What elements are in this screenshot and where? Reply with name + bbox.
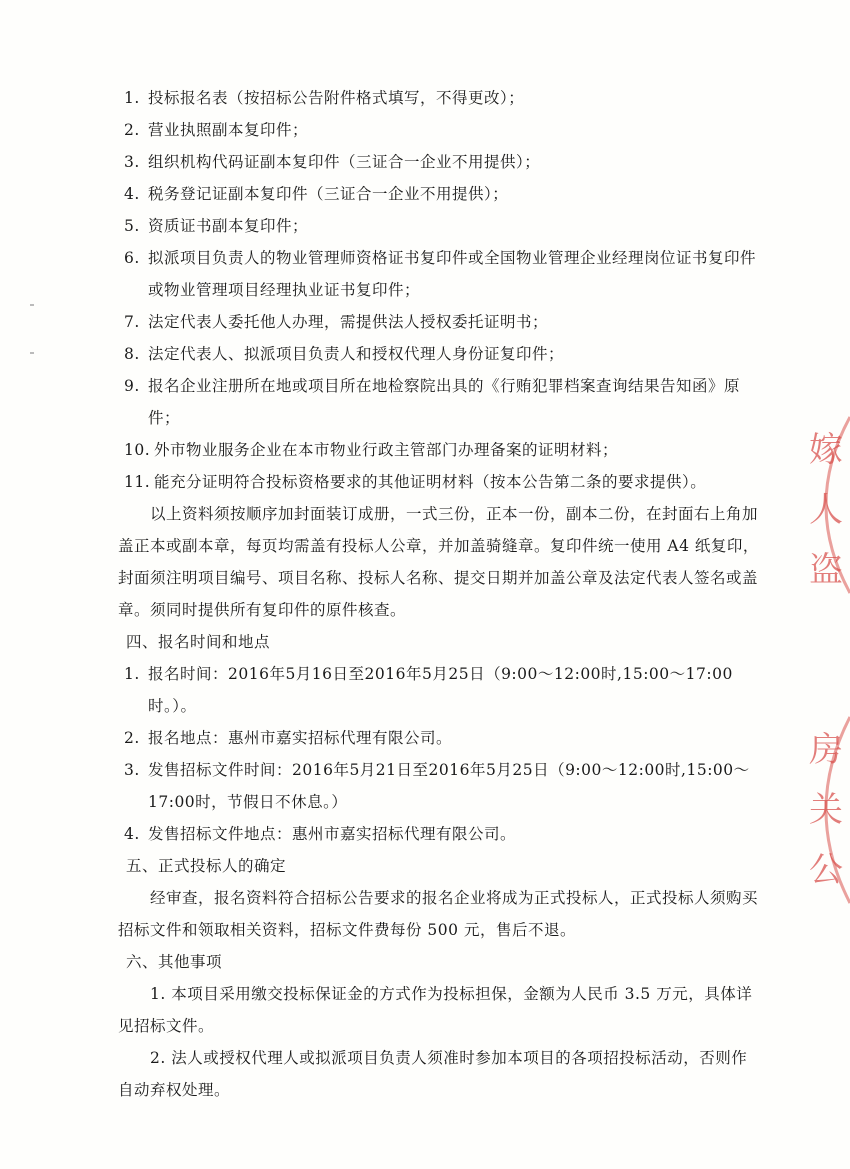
list-number: 11.	[124, 473, 151, 491]
list-text: 法定代表人委托他人办理，需提供法人授权委托证明书；	[148, 313, 549, 331]
document-body	[118, 82, 760, 1106]
list-text: 投标报名表（按招标公告附件格式填写，不得更改）；	[148, 89, 525, 107]
section-paragraph: 2. 法人或授权代理人或拟派项目负责人须准时参加本项目的各项招投标活动，否则作自动弃权处理。	[118, 1049, 748, 1099]
list-item	[118, 658, 760, 722]
list-text: 税务登记证副本复印件（三证合一企业不用提供）；	[148, 185, 509, 203]
list-item	[118, 114, 760, 146]
seal-character: 关	[809, 790, 843, 830]
list-number: 3.	[124, 761, 140, 779]
list-number: 8.	[124, 345, 140, 363]
list-text: 发售招标文件时间：2016年5月21日至2016年5月25日（9:00～12:00时,15:00～17:00时，节假日不休息。）	[148, 761, 750, 811]
list-text: 法定代表人、拟派项目负责人和授权代理人身份证复印件；	[148, 345, 565, 363]
list-number: 9.	[124, 377, 140, 395]
list-text: 组织机构代码证副本复印件（三证合一企业不用提供）；	[148, 153, 541, 171]
list-number: 2.	[124, 121, 140, 139]
section-heading: 五、正式投标人的确定	[126, 857, 287, 875]
list-item	[118, 82, 760, 114]
binding-paragraph: 以上资料须按顺序加封面装订成册，一式三份，正本一份，副本二份，在封面右上角加盖正本或副本章，每页均需盖有投标人公章，并加盖骑缝章。复印件统一使用 A4 纸复印，封面须注明项目编号、项目名称、投标人名称、提交日期并加盖公章及法定代表人签名或盖章。须同时提供所有复印件的原件核查。	[118, 505, 759, 619]
seal-character: 盗	[809, 550, 843, 590]
list-number: 5.	[124, 217, 140, 235]
section-heading: 四、报名时间和地点	[126, 633, 271, 651]
list-number: 3.	[124, 153, 140, 171]
scan-mark	[30, 304, 34, 306]
seal-character: 嫁	[809, 430, 843, 470]
list-item	[118, 370, 760, 434]
list-text: 报名企业注册所在地或项目所在地检察院出具的《行贿犯罪档案查询结果告知函》原件；	[148, 377, 741, 427]
seal-ring-lower-icon	[798, 715, 850, 905]
list-item	[118, 242, 760, 306]
requirements-list	[118, 82, 760, 498]
list-number: 2.	[124, 729, 140, 747]
list-item	[118, 818, 760, 850]
list-text: 能充分证明符合投标资格要求的其他证明材料（按本公告第二条的要求提供）。	[154, 473, 707, 491]
list-text: 报名时间：2016年5月16日至2016年5月25日（9:00～12:00时,15:00～17:00时。）。	[148, 665, 733, 715]
section-heading: 六、其他事项	[126, 953, 223, 971]
list-item	[118, 306, 760, 338]
list-text: 拟派项目负责人的物业管理师资格证书复印件或全国物业管理企业经理岗位证书复印件或物业管理项目经理执业证书复印件；	[148, 249, 757, 299]
section-paragraph: 经审查，报名资料符合招标公告要求的报名企业将成为正式投标人，正式投标人须购买招标文件和领取相关资料，招标文件费每份 500 元，售后不退。	[118, 889, 759, 939]
list-text: 报名地点：惠州市嘉实招标代理有限公司。	[148, 729, 453, 747]
list-number: 1.	[124, 89, 140, 107]
list-item	[118, 434, 760, 466]
list-number: 4.	[124, 825, 140, 843]
seal-character: 人	[809, 490, 843, 530]
seal-character: 房	[809, 730, 843, 770]
list-item	[118, 210, 760, 242]
list-text: 发售招标文件地点：惠州市嘉实招标代理有限公司。	[148, 825, 517, 843]
list-number: 1.	[124, 665, 140, 683]
list-item	[118, 722, 760, 754]
list-text: 外市物业服务企业在本市物业行政主管部门办理备案的证明材料；	[154, 441, 619, 459]
seal-character: 公	[809, 850, 843, 890]
list-text: 营业执照副本复印件；	[148, 121, 309, 139]
list-number: 6.	[124, 249, 140, 267]
list-text: 资质证书副本复印件；	[148, 217, 309, 235]
list-item	[118, 338, 760, 370]
scan-mark	[30, 352, 34, 354]
registration-list	[118, 658, 760, 850]
list-item	[118, 466, 760, 498]
list-item	[118, 178, 760, 210]
list-number: 10.	[124, 441, 151, 459]
list-number: 7.	[124, 313, 140, 331]
list-number: 4.	[124, 185, 140, 203]
list-item	[118, 754, 760, 818]
section-paragraph: 1. 本项目采用缴交投标保证金的方式作为投标担保，金额为人民币 3.5 万元，具体详见招标文件。	[118, 985, 753, 1035]
list-item	[118, 146, 760, 178]
seal-ring-upper-icon	[798, 415, 850, 595]
